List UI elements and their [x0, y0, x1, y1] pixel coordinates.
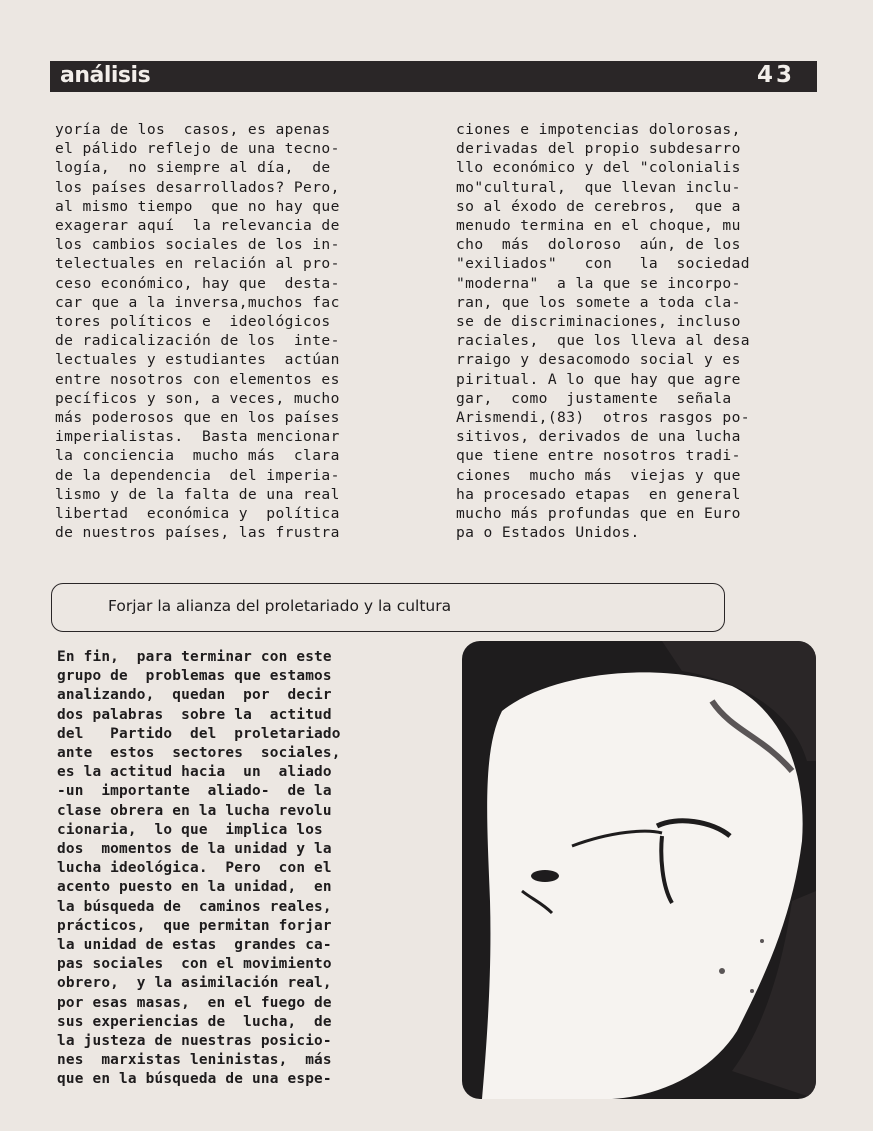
article-column-left-bottom: En fin, para terminar con este grupo de problemas que estamos analizando, quedan por decir dos palabras sobre la actitud del Partido del proletariado ante estos sectores sociales, es la actitud hacia un aliado -un importante aliado- de la clase obrera en la lucha revolu cionaria, lo que implica los dos momentos de la unidad y la lucha ideológica. Pero con el acento puesto en la unidad, en la búsqueda de caminos reales, prácticos, que permitan forjar la unidad de estas grandes ca- pas sociales con el movimiento obrero, y la asimilación real, por esas masas, en el fuego de sus experiencias de lucha, de la justeza de nuestras posicio- nes marxistas leninistas, más que en la búsqueda de una espe-	[57, 649, 341, 1088]
portrait-photo	[462, 641, 816, 1099]
subheading: Forjar la alianza del proletariado y la cultura	[108, 597, 452, 615]
article-column-left-top: yoría de los casos, es apenas el pálido reflejo de una tecno- logía, no siempre al día, de los países desarrollados? Pero, al mismo tiempo que no hay que exagerar aquí la relevancia de los cambios sociales de los in- telectuales en relación al pro- ceso económico, hay que desta- car que a la inversa,muchos fac tores políticos e ideológicos de radicalización de los inte- lectuales y estudiantes actúan entre nosotros con elementos es pecíficos y son, a veces, mucho más poderosos que en los países imperialistas. Basta mencionar la conciencia mucho más clara de la dependencia del imperia- lismo y de la falta de una real libertad económica y política de nuestros países, las frustra	[55, 121, 340, 542]
subheading-box	[51, 583, 725, 632]
section-label: análisis	[60, 63, 151, 88]
page-number: 43	[756, 62, 795, 88]
article-column-right-top: ciones e impotencias dolorosas, derivadas del propio subdesarro llo económico y del "colonialis mo"cultural, que llevan inclu- so al éxodo de cerebros, que a menudo termina en el choque, mu cho más doloroso aún, de los "exiliados" con la sociedad "moderna" a la que se incorpo- ran, que los somete a toda cla- se de discriminaciones, incluso raciales, que los lleva al desa rraigo y desacomodo social y es piritual. A lo que hay que agre gar, como justamente señala Arismendi,(83) otros rasgos po- sitivos, derivados de una lucha que tiene entre nosotros tradi- ciones mucho más viejas y que ha procesado etapas en general mucho más profundas que en Euro pa o Estados Unidos.	[456, 121, 750, 542]
section-header-bar	[50, 61, 817, 92]
portrait-photo-icon	[462, 641, 816, 1099]
